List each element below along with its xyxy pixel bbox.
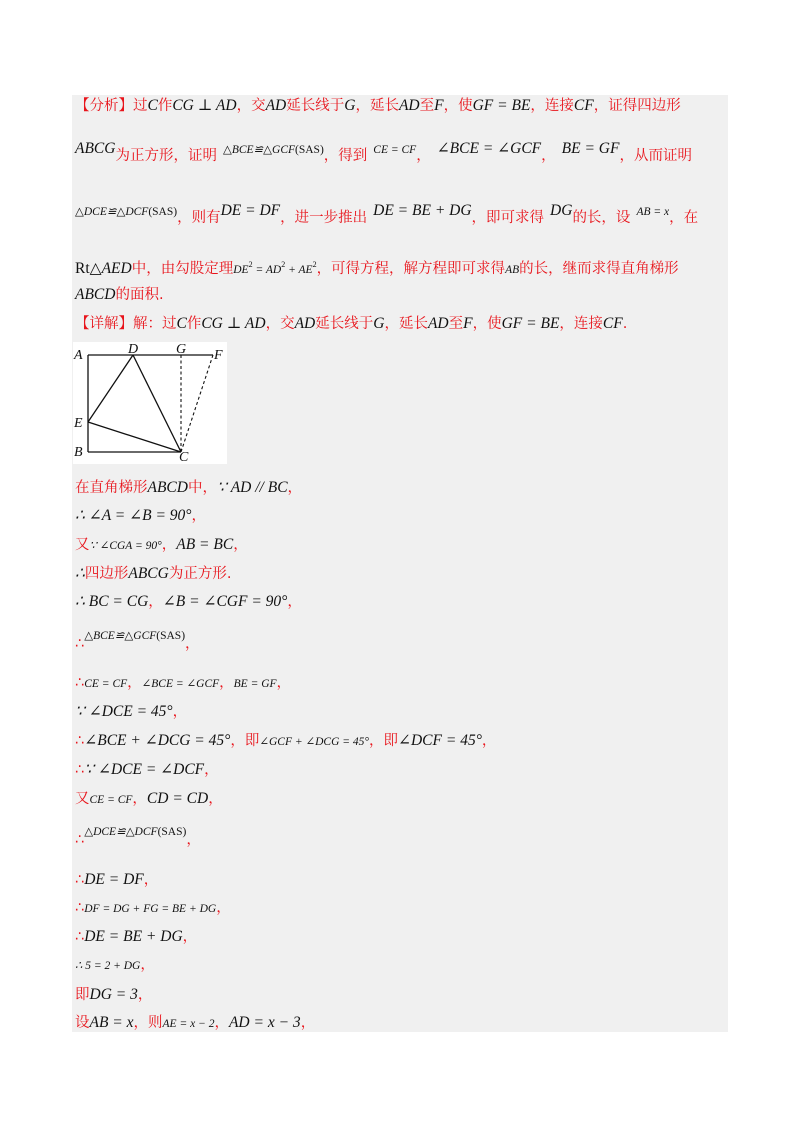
step-13: ∴DE = DF，	[75, 871, 159, 888]
analysis-line-5: ABCD的面积.	[75, 286, 164, 303]
step-15: ∴DE = BE + DG，	[75, 928, 198, 945]
step-10: ∴∵ ∠DCE = ∠DCF，	[75, 761, 219, 778]
step-18: 设AB = x，则AE = x − 2，AD = x − 3，	[75, 1014, 316, 1031]
label-G: G	[176, 342, 187, 357]
label-F: F	[214, 348, 223, 363]
detail-line-1: 【详解】解：过C作CG ⊥ AD，交AD延长线于G，延长AD至F，使GF = BE，连接CF.	[75, 315, 628, 332]
step-12: ∴$^{\triangle DCE≌\triangle DCF(SAS)}$，	[75, 826, 201, 848]
analysis-line-1: 【分析】过C作CG ⊥ AD，交AD延长线于G，延长AD至F，使GF = BE，连接CF，证得四边形	[75, 97, 681, 114]
label-B: B	[74, 445, 83, 460]
analysis-line-2: ABCG为正方形，证明 $^{\triangle BCE≌\triangle GCF(SAS)}$，得到 $^{CE = CF}$， ∠BCE = ∠GCF， BE = GF，从而证明	[75, 140, 692, 164]
step-4: ∴四边形ABCG为正方形.	[75, 565, 232, 582]
step-1: 在直角梯形ABCD中，∵ AD // BC，	[75, 479, 303, 496]
step-11: 又CE = CF，CD = CD，	[75, 790, 223, 807]
label-D: D	[128, 342, 139, 357]
detail-tag: 【详解】	[75, 316, 133, 332]
step-5: ∴ BC = CG，∠B = ∠CGF = 90°，	[75, 593, 302, 610]
label-A: A	[74, 348, 83, 363]
step-9: ∴∠BCE + ∠DCG = 45°，即∠GCF + ∠DCG = 45°，即∠DCF = 45°，	[75, 732, 497, 749]
analysis-line-3: $^{\triangle DCE≌\triangle DCF(SAS)}$，则有DE = DF，进一步推出 DE = BE + DG，即可求得 DG的长，设 $^{AB = x}$，在	[75, 202, 699, 226]
step-14: ∴DF = DG + FG = BE + DG，	[75, 900, 231, 916]
step-7: ∴CE = CF，∠BCE = ∠GCF，BE = GF，	[75, 675, 292, 691]
label-C: C	[179, 450, 189, 464]
step-2: ∴ ∠A = ∠B = 90°，	[75, 507, 206, 524]
step-6: ∴$^{\triangle BCE≌\triangle GCF(SAS)}$，	[75, 630, 200, 652]
geometry-figure	[73, 342, 227, 464]
step-16: ∴ 5 = 2 + DG，	[75, 957, 155, 973]
analysis-line-4: Rt△AED中，由勾股定理$DE^2 = AD^2 + AE^2$，可得方程，解方程即可求得AB的长，继而求得直角梯形	[75, 259, 679, 277]
analysis-tag: 【分析】	[75, 98, 133, 114]
step-8: ∵ ∠DCE = 45°，	[75, 703, 188, 720]
step-17: 即DG = 3，	[75, 986, 153, 1003]
figure-background	[73, 342, 227, 464]
label-E: E	[74, 416, 83, 431]
step-3: 又∵ ∠CGA = 90°，AB = BC，	[75, 536, 248, 553]
